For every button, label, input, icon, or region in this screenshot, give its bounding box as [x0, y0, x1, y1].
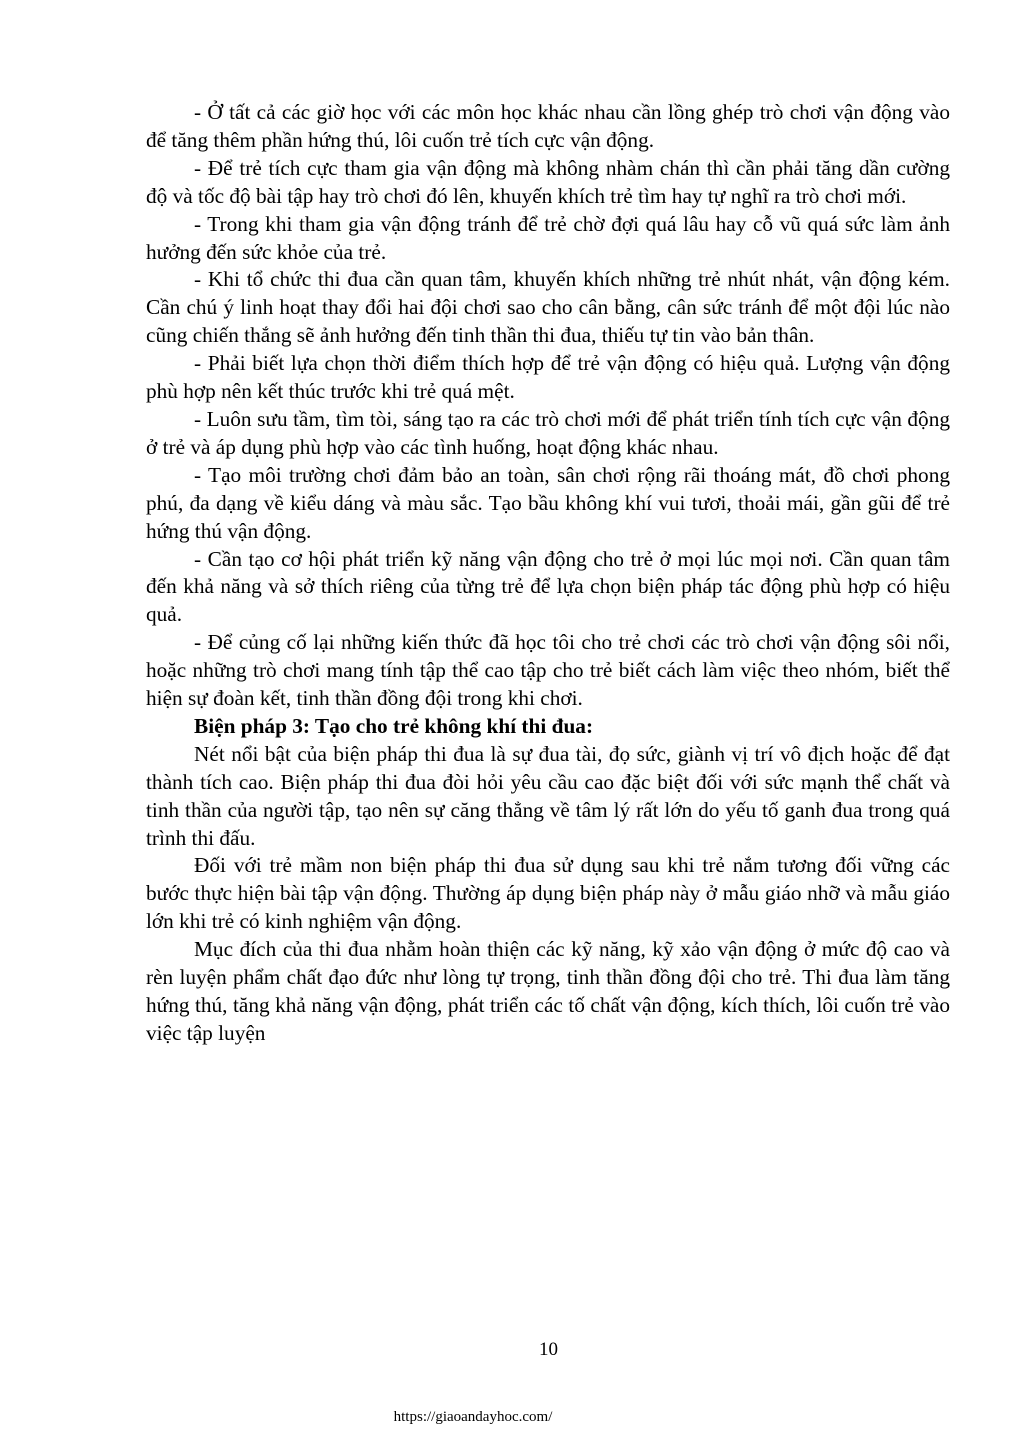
section-paragraph: Nét nổi bật của biện pháp thi đua là sự đua tài, đọ sức, giành vị trí vô địch hoặc để đạt thành tích cao. Biện pháp thi đua đòi hỏi yêu cầu cao đặc biệt đối với sức mạnh thể chất và tinh thần của người tập, tạo nên sự căng thẳng về tâm lý rất lớn do yếu tố ganh đua trong quá trình thi đấu. [146, 741, 950, 850]
page-number: 10 [539, 1339, 558, 1360]
section-paragraph: Mục đích của thi đua nhằm hoàn thiện các kỹ năng, kỹ xảo vận động ở mức độ cao và rèn luyện phẩm chất đạo đức như lòng tự trọng, tinh thần đồng đội cho trẻ. Thi đua làm tăng hứng thú, tăng khả năng vận động, phát triển các tố chất vận động, kích thích, lôi cuốn trẻ vào việc tập luyện [146, 937, 950, 1045]
paragraph: - Cần tạo cơ hội phát triển kỹ năng vận động cho trẻ ở mọi lúc mọi nơi. Cần quan tâm đến khả năng và sở thích riêng của từng trẻ để lựa chọn biện pháp tác động phù hợp có hiệu quả. [146, 546, 950, 627]
paragraph: - Tạo môi trường chơi đảm bảo an toàn, sân chơi rộng rãi thoáng mát, đồ chơi phong phú, đa dạng về kiểu dáng và màu sắc. Tạo bầu không khí vui tươi, thoải mái, gần gũi để trẻ hứng thú vận động. [146, 462, 950, 543]
paragraph: - Ở tất cả các giờ học với các môn học khác nhau cần lồng ghép trò chơi vận động vào để tăng thêm phần hứng thú, lôi cuốn trẻ tích cực vận động. [146, 100, 950, 152]
section-heading: Biện pháp 3: Tạo cho trẻ không khí thi đua: [194, 713, 594, 738]
paragraph: - Khi tổ chức thi đua cần quan tâm, khuyến khích những trẻ nhút nhát, vận động kém. Cần chú ý linh hoạt thay đổi hai đội chơi sao cho cân bằng, cân sức tránh để một đội lúc nào cũng chiến thắng sẽ ảnh hưởng đến tinh thần thi đua, thiếu tự tin vào bản thân. [146, 267, 950, 348]
footer-url: https://giaoandayhoc.com/ [393, 1409, 553, 1425]
paragraph: - Luôn sưu tầm, tìm tòi, sáng tạo ra các trò chơi mới để phát triển tính tích cực vận động ở trẻ và áp dụng phù hợp vào các tình huống, hoạt động khác nhau. [146, 406, 950, 459]
paragraph: - Để trẻ tích cực tham gia vận động mà không nhàm chán thì cần phải tăng dần cường độ và tốc độ bài tập hay trò chơi đó lên, khuyến khích trẻ tìm hay tự nghĩ ra trò chơi mới. [146, 155, 950, 208]
document-body [146, 99, 950, 1048]
section-paragraph: Đối với trẻ mầm non biện pháp thi đua sử dụng sau khi trẻ nắm tương đối vững các bước thực hiện bài tập vận động. Thường áp dụng biện pháp này ở mẫu giáo nhỡ và mẫu giáo lớn khi trẻ có kinh nghiệm vận động. [146, 853, 950, 934]
paragraph: - Để củng cố lại những kiến thức đã học tôi cho trẻ chơi các trò chơi vận động sôi nổi, hoặc những trò chơi mang tính tập thể cao tập cho trẻ biết cách làm việc theo nhóm, biết thể hiện sự đoàn kết, tinh thần đồng đội trong khi chơi. [146, 630, 950, 711]
paragraph: - Trong khi tham gia vận động tránh để trẻ chờ đợi quá lâu hay cỗ vũ quá sức làm ảnh hưởng đến sức khỏe của trẻ. [146, 211, 950, 264]
paragraph: - Phải biết lựa chọn thời điểm thích hợp để trẻ vận động có hiệu quả. Lượng vận động phù hợp nên kết thúc trước khi trẻ quá mệt. [146, 351, 950, 404]
